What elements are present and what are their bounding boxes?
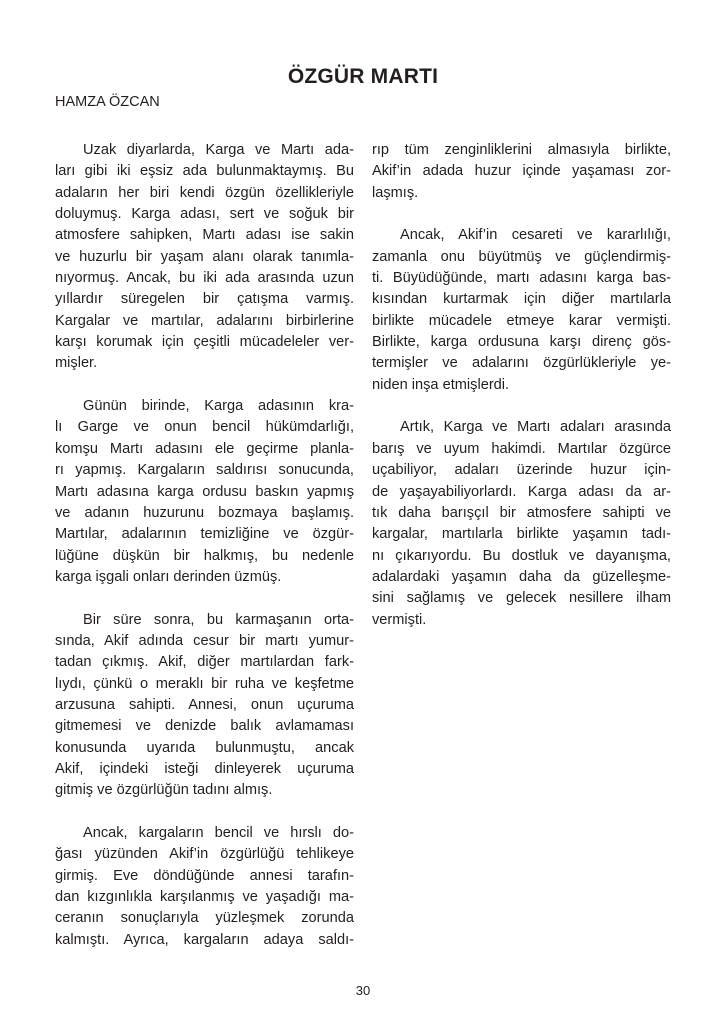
text-line: Akif’in adada huzur içinde yaşaması zor-: [372, 163, 671, 180]
text-line: lüğüne düşkün bir halkmış, bu nedenle: [55, 547, 354, 564]
text-column-left: [55, 140, 354, 951]
text-line: yıllardır süregelen bir çatışma varmış.: [55, 291, 354, 308]
text-line: ceranın sonuçlarıyla yüzleşmek zorunda: [55, 910, 354, 927]
text-line: Günün birinde, Karga adasının kra-: [83, 398, 354, 415]
text-line: girmiş. Eve döndüğünde annesi tarafın-: [55, 867, 354, 884]
text-line: nıyormuş. Ancak, bu iki ada arasında uzun: [55, 270, 354, 287]
text-line: lı Garge ve onun bencil hükümdarlığı,: [55, 419, 354, 436]
text-line: zamanla onu büyütmüş ve güçlendirmiş-: [372, 248, 671, 265]
text-line: kargalar, martılarla birlikte yaşamın tadı-: [372, 526, 671, 543]
text-line: Artık, Karga ve Martı adaları arasında: [400, 419, 671, 436]
paragraph: [55, 396, 354, 588]
text-line: gitmiş ve özgürlüğün tadını almış.: [55, 782, 273, 799]
text-line: vermişti.: [372, 611, 427, 628]
text-line: sında, Akif adında cesur bir martı yumur-: [55, 632, 354, 649]
page-number: 30: [355, 983, 371, 998]
text-line: rı yapmış. Kargaların saldırısı sonucunda,: [55, 462, 354, 479]
text-line: ğası yüzünden Akif’in özgürlüğü tehlikeye: [55, 846, 354, 863]
story-title: ÖZGÜR MARTI: [287, 65, 439, 89]
paragraph-continuation: [372, 140, 671, 204]
text-line: tadan çıkmış. Akif, diğer martılardan fark-: [55, 654, 354, 671]
text-line: ları gibi iki eşsiz ada bulunmaktaymış. Bu: [55, 163, 354, 180]
paragraph: [372, 417, 671, 630]
text-line: tık daha barışçıl bir atmosfere sahipti ve: [372, 504, 671, 521]
text-line: karşı korumak için çeşitli mücadeleler ver-: [55, 334, 354, 351]
paragraph: [372, 225, 671, 396]
text-line: gitmemesi ve denizde balık avlamaması: [55, 718, 354, 735]
text-line: sini sağlamış ve gelecek nesillere ilham: [372, 590, 671, 607]
text-line: Kargalar ve martılar, adalarını birbirlerine: [55, 312, 354, 329]
text-line: atmosfere sahipken, Martı adası ise sakin: [55, 227, 354, 244]
text-line: karga işgali onları derinden üzmüş.: [55, 568, 282, 585]
text-line: dan kızgınlıkla karşılanmış ve yaşadığı ma-: [55, 889, 354, 906]
text-line: mişler.: [55, 355, 98, 372]
text-line: rıp tüm zenginliklerini almasıyla birlikte,: [372, 142, 671, 158]
text-line: uçabiliyor, adaları üzerinde huzur için-: [372, 462, 671, 479]
author-name: HAMZA ÖZCAN: [55, 94, 160, 110]
text-line: Ancak, Akif’in cesareti ve kararlılığı,: [400, 227, 671, 244]
text-line: doluymuş. Karga adası, sert ve soğuk bir: [55, 206, 354, 223]
paragraph: [55, 823, 354, 951]
text-line: de yaşayabiliyorlardı. Karga adası da ar-: [372, 483, 671, 500]
text-line: nı çıkarıyordu. Bu dostluk ve dayanışma,: [372, 547, 671, 564]
text-line: adaların her biri kendi özgün özellikleriyle: [55, 184, 354, 201]
text-line: lıydı, çünkü o meraklı bir ruha ve keşfetme: [55, 675, 354, 692]
text-line: birlikte mücadele etmeye karar vermişti.: [372, 312, 671, 329]
text-line: komşu Martı adasını ele geçirme planla-: [55, 440, 354, 457]
text-line: ve huzurlu bir yaşam alanı olarak tanımla-: [55, 248, 354, 265]
text-line: kalmıştı. Ayrıca, kargaların adaya saldı-: [55, 931, 354, 948]
text-line: arzusuna sahipti. Annesi, onun uçuruma: [55, 696, 354, 713]
text-line: Martı adasına karga ordusu baskın yapmış: [55, 483, 354, 500]
paragraph: [55, 140, 354, 375]
text-line: termişler ve adalarını özgürlükleriyle ye-: [372, 355, 671, 372]
text-line: Bir süre sonra, bu karmaşanın orta-: [83, 611, 354, 628]
text-line: ve adanın huzurunu bozmaya başlamış.: [55, 504, 354, 521]
text-line: barış ve uyum hakimdi. Martılar özgürce: [372, 440, 671, 457]
text-line: Akif, içindeki isteği dinleyerek uçuruma: [55, 760, 354, 777]
text-line: Ancak, kargaların bencil ve hırslı do-: [83, 825, 354, 841]
text-line: Birlikte, karga ordusuna karşı direnç gös-: [372, 334, 671, 351]
text-line: Uzak diyarlarda, Karga ve Martı ada-: [83, 142, 354, 158]
text-line: ti. Büyüdüğünde, martı adasını karga bas-: [372, 270, 671, 287]
text-line: laşmış.: [372, 184, 419, 201]
text-line: konusunda uyarıda bulunmuştu, ancak: [55, 739, 354, 756]
text-line: niden inşa etmişlerdi.: [372, 376, 510, 393]
text-line: Martılar, adalarının temizliğine ve özgür-: [55, 526, 354, 543]
text-line: adalardaki yaşamın daha da güzelleşme-: [372, 568, 671, 585]
text-column-right: [372, 140, 671, 631]
text-line: kısından kurtarmak için diğer martılarla: [372, 291, 671, 308]
paragraph: [55, 610, 354, 802]
